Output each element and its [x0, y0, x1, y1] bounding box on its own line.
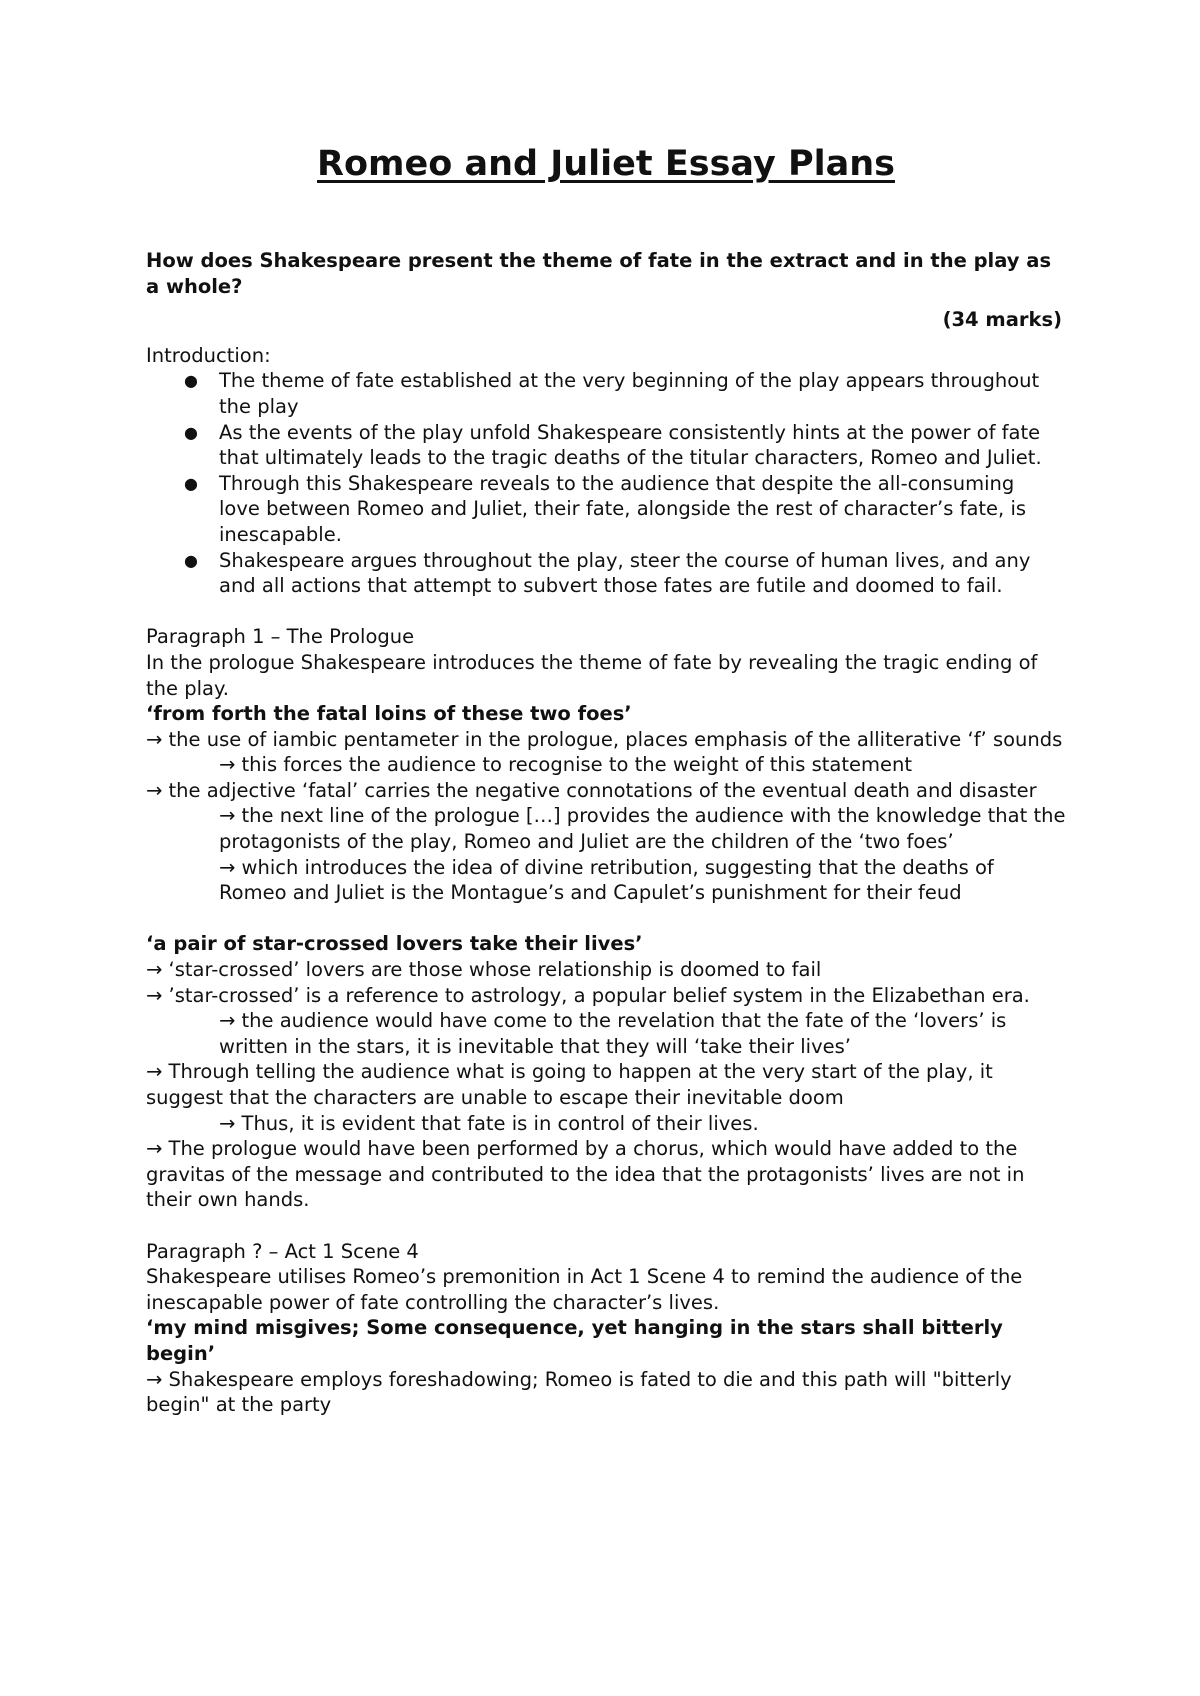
bullet-text: The theme of fate established at the very beginning of the play appears throughout the play	[219, 369, 1040, 418]
paragraph1-intro: In the prologue Shakespeare introduces the theme of fate by revealing the tragic ending of the play.	[146, 650, 1038, 700]
analysis-subpoint: → the next line of the prologue […] provides the audience with the knowledge that the protagonists of the play, Romeo and Juliet are the children of the ‘two foes’	[219, 804, 1066, 854]
bullet-item	[146, 368, 1059, 419]
essay-question: How does Shakespeare present the theme of fate in the extract and in the play as a whole?	[146, 249, 1052, 298]
bullet-icon: ●	[184, 473, 198, 493]
bullet-item	[146, 420, 1059, 471]
analysis-point: → ’star-crossed’ is a reference to astrology, a popular belief system in the Elizabethan era.	[146, 983, 1030, 1007]
bullet-item	[146, 471, 1059, 548]
analysis-subpoint: → this forces the audience to recognise to the weight of this statement	[219, 753, 912, 777]
analysis-subpoint: → Thus, it is evident that fate is in control of their lives.	[219, 1111, 759, 1135]
analysis-point: → ‘star-crossed’ lovers are those whose relationship is doomed to fail	[146, 958, 822, 982]
analysis-point: → Through telling the audience what is going to happen at the very start of the play, it suggest that the characters are unable to escape their inevitable doom	[146, 1060, 993, 1109]
paragraph1-heading: Paragraph 1 – The Prologue	[146, 625, 415, 649]
page-title: Romeo and Juliet Essay Plans	[317, 144, 895, 184]
marks-label: (34 marks)	[942, 308, 1062, 332]
analysis-subpoint: → which introduces the idea of divine retribution, suggesting that the deaths of Romeo and Juliet is the Montague’s and Capulet’s punishment for their feud	[219, 855, 994, 905]
analysis-point: → the adjective ‘fatal’ carries the negative connotations of the eventual death and disaster	[146, 778, 1037, 802]
paragraph1-quote2: ‘a pair of star-crossed lovers take their lives’	[146, 932, 643, 956]
paragraph2-intro: Shakespeare utilises Romeo’s premonition in Act 1 Scene 4 to remind the audience of the inescapable power of fate controlling the character’s lives.	[146, 1265, 1023, 1314]
bullet-icon: ●	[184, 550, 198, 570]
bullet-icon: ●	[184, 422, 198, 442]
introduction-bullet-list	[146, 368, 1066, 598]
bullet-icon: ●	[184, 371, 198, 391]
document-body	[146, 248, 1066, 1418]
paragraph1-quote1: ‘from forth the fatal loins of these two foes’	[146, 702, 632, 726]
paragraph2-heading: Paragraph ? – Act 1 Scene 4	[146, 1239, 419, 1263]
bullet-text: As the events of the play unfold Shakespeare consistently hints at the power of fate that ultimately leads to the tragic deaths of the titular characters, Romeo and Juliet.	[219, 420, 1042, 470]
analysis-point: → Shakespeare employs foreshadowing; Romeo is fated to die and this path will "bitterly begin" at the party	[146, 1367, 1012, 1417]
analysis-point: → the use of iambic pentameter in the prologue, places emphasis of the alliterative ‘f’ sounds	[146, 727, 1063, 751]
bullet-text: Through this Shakespeare reveals to the audience that despite the all-consuming love between Romeo and Juliet, their fate, alongside the rest of character’s fate, is inescapable.	[219, 471, 1027, 546]
analysis-point: → The prologue would have been performed by a chorus, which would have added to the gravitas of the message and contributed to the idea that the protagonists’ lives are not in their own hands.	[146, 1137, 1025, 1212]
analysis-subpoint: → the audience would have come to the revelation that the fate of the ‘lovers’ is written in the stars, it is inevitable that they will ‘take their lives’	[219, 1009, 1007, 1058]
paragraph2-quote1: ‘my mind misgives; Some consequence, yet hanging in the stars shall bitterly begin’	[146, 1316, 1003, 1365]
bullet-text: Shakespeare argues throughout the play, steer the course of human lives, and any and all actions that attempt to subvert those fates are futile and doomed to fail.	[219, 548, 1031, 598]
introduction-heading: Introduction:	[146, 343, 271, 367]
bullet-item	[146, 548, 1059, 599]
